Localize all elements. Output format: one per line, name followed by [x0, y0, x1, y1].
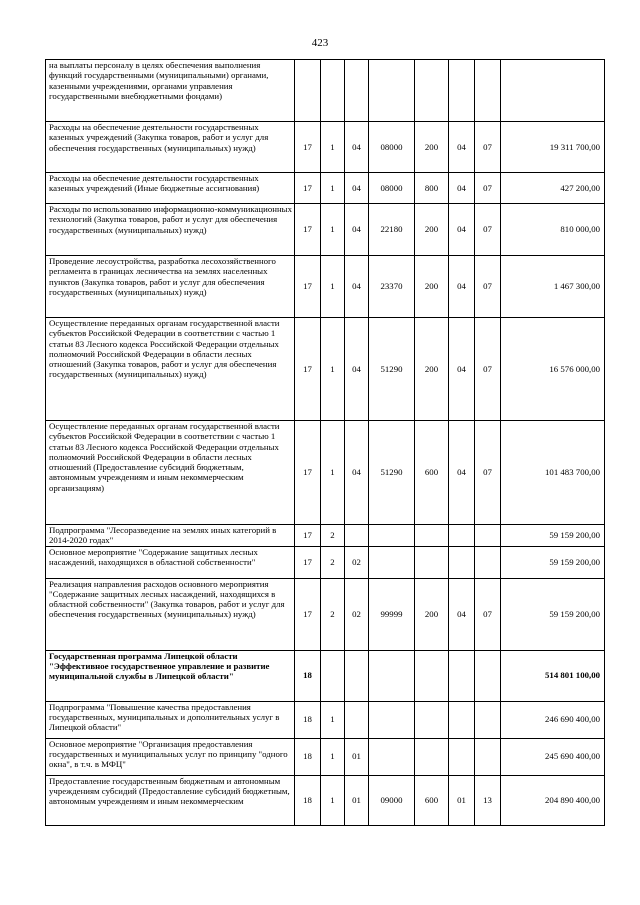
row-code-cell [449, 60, 475, 122]
row-amount-cell: 427 200,00 [501, 173, 605, 204]
row-amount-cell: 59 159 200,00 [501, 578, 605, 650]
row-code-cell: 04 [345, 256, 369, 318]
row-code-cell: 02 [345, 546, 369, 578]
row-code-cell: 200 [415, 256, 449, 318]
row-name-cell: Расходы по использованию информационно-коммуникационных технологий (Закупка товаров, работ и услуг для обеспечения государственных (муниципальных) нужд) [46, 204, 295, 256]
row-name-cell: Основное мероприятие "Содержание защитных лесных насаждений, находящихся в областной собственности" [46, 546, 295, 578]
row-code-cell [475, 738, 501, 775]
row-amount-cell: 514 801 100,00 [501, 650, 605, 701]
row-code-cell: 04 [449, 578, 475, 650]
row-code-cell [369, 650, 415, 701]
row-code-cell [415, 60, 449, 122]
row-code-cell: 04 [449, 318, 475, 421]
row-code-cell [369, 701, 415, 738]
row-code-cell: 1 [321, 318, 345, 421]
row-amount-cell: 59 159 200,00 [501, 546, 605, 578]
row-code-cell: 51290 [369, 318, 415, 421]
row-amount-cell: 16 576 000,00 [501, 318, 605, 421]
row-name-cell: Осуществление переданных органам государственной власти субъектов Российской Федерации в соответствии с частью 1 статьи 83 Лесного кодекса Российской Федерации отдельных полномочий Российской Федерации в области лесных отношений (Предоставление субсидий бюджетным, автономным учреждениям и иным некоммерческим организациям) [46, 421, 295, 525]
row-code-cell: 17 [295, 578, 321, 650]
table-row [46, 60, 605, 122]
row-code-cell: 01 [449, 775, 475, 825]
row-code-cell [449, 738, 475, 775]
row-code-cell [321, 650, 345, 701]
row-name-cell: Основное мероприятие "Организация предоставления государственных и муниципальных услуг по принципу "одного окна", в т.ч. в МФЦ" [46, 738, 295, 775]
row-code-cell: 18 [295, 701, 321, 738]
row-code-cell: 01 [345, 775, 369, 825]
row-name-cell: на выплаты персоналу в целях обеспечения выполнения функций государственными (муниципальными) органами, казенными учреждениями, органами управления государственными внебюджетными фондами) [46, 60, 295, 122]
row-code-cell [449, 650, 475, 701]
row-code-cell: 2 [321, 546, 345, 578]
row-code-cell: 22180 [369, 204, 415, 256]
row-code-cell [415, 738, 449, 775]
row-code-cell: 17 [295, 122, 321, 173]
row-code-cell: 17 [295, 256, 321, 318]
row-code-cell: 04 [449, 173, 475, 204]
table-row [46, 204, 605, 256]
row-code-cell: 13 [475, 775, 501, 825]
row-code-cell: 04 [345, 173, 369, 204]
row-amount-cell: 1 467 300,00 [501, 256, 605, 318]
table-row [46, 701, 605, 738]
row-code-cell [369, 60, 415, 122]
row-code-cell: 1 [321, 256, 345, 318]
row-code-cell: 04 [345, 318, 369, 421]
row-code-cell [475, 60, 501, 122]
row-code-cell [449, 525, 475, 547]
row-code-cell [369, 546, 415, 578]
row-code-cell [345, 60, 369, 122]
table-row [46, 318, 605, 421]
table-row [46, 421, 605, 525]
row-name-cell: Подпрограмма "Повышение качества предоставления государственных, муниципальных и дополнительных услуг в Липецкой области" [46, 701, 295, 738]
row-name-cell: Государственная программа Липецкой области "Эффективное государственное управление и развитие муниципальной службы в Липецкой области" [46, 650, 295, 701]
row-code-cell: 1 [321, 775, 345, 825]
row-code-cell: 200 [415, 204, 449, 256]
row-code-cell: 800 [415, 173, 449, 204]
row-code-cell: 200 [415, 318, 449, 421]
row-name-cell: Подпрограмма "Лесоразведение на землях иных категорий в 2014-2020 годах" [46, 525, 295, 547]
row-amount-cell: 19 311 700,00 [501, 122, 605, 173]
row-code-cell: 1 [321, 122, 345, 173]
table-row [46, 173, 605, 204]
row-code-cell: 18 [295, 775, 321, 825]
row-name-cell: Проведение лесоустройства, разработка лесохозяйственного регламента в границах лесничества на землях населенных пунктов (Закупка товаров, работ и услуг для обеспечения государственных (муниципальных) нужд) [46, 256, 295, 318]
row-code-cell: 23370 [369, 256, 415, 318]
row-code-cell: 07 [475, 256, 501, 318]
row-code-cell: 1 [321, 204, 345, 256]
row-code-cell [369, 525, 415, 547]
row-code-cell: 17 [295, 204, 321, 256]
row-code-cell: 04 [449, 421, 475, 525]
table-row [46, 546, 605, 578]
row-amount-cell: 101 483 700,00 [501, 421, 605, 525]
row-code-cell: 1 [321, 701, 345, 738]
row-name-cell: Осуществление переданных органам государственной власти субъектов Российской Федерации в соответствии с частью 1 статьи 83 Лесного кодекса Российской Федерации отдельных полномочий Российской Федерации в области лесных отношений (Закупка товаров, работ и услуг для обеспечения государственных (муниципальных) нужд) [46, 318, 295, 421]
table-row [46, 525, 605, 547]
table-row [46, 738, 605, 775]
row-code-cell: 09000 [369, 775, 415, 825]
row-code-cell: 200 [415, 578, 449, 650]
row-code-cell: 07 [475, 318, 501, 421]
row-code-cell: 07 [475, 122, 501, 173]
row-code-cell: 600 [415, 775, 449, 825]
row-code-cell [345, 525, 369, 547]
row-code-cell: 17 [295, 421, 321, 525]
row-amount-cell: 204 890 400,00 [501, 775, 605, 825]
table-row [46, 578, 605, 650]
row-code-cell: 08000 [369, 173, 415, 204]
row-code-cell: 99999 [369, 578, 415, 650]
row-amount-cell [501, 60, 605, 122]
row-code-cell [475, 546, 501, 578]
row-amount-cell: 59 159 200,00 [501, 525, 605, 547]
row-code-cell: 04 [449, 256, 475, 318]
budget-table-body [46, 60, 605, 826]
row-amount-cell: 810 000,00 [501, 204, 605, 256]
row-code-cell: 07 [475, 173, 501, 204]
row-code-cell: 07 [475, 421, 501, 525]
row-code-cell [415, 525, 449, 547]
table-row [46, 256, 605, 318]
row-name-cell: Реализация направления расходов основного мероприятия "Содержание защитных лесных насаждений, находящихся в областной собственности" (Закупка товаров, работ и услуг для обеспечения государственных (муниципальных) нужд) [46, 578, 295, 650]
row-name-cell: Предоставление государственным бюджетным и автономным учреждениям субсидий (Предоставление субсидий бюджетным, автономным учреждениям и иным некоммерческим [46, 775, 295, 825]
row-code-cell: 17 [295, 318, 321, 421]
row-name-cell: Расходы на обеспечение деятельности государственных казенных учреждений (Закупка товаров, работ и услуг для обеспечения государственных (муниципальных) нужд) [46, 122, 295, 173]
row-code-cell: 200 [415, 122, 449, 173]
row-code-cell [475, 525, 501, 547]
row-code-cell: 18 [295, 650, 321, 701]
row-code-cell: 18 [295, 738, 321, 775]
row-code-cell [345, 650, 369, 701]
row-code-cell: 04 [449, 122, 475, 173]
row-code-cell: 17 [295, 546, 321, 578]
row-code-cell: 02 [345, 578, 369, 650]
row-code-cell: 04 [345, 204, 369, 256]
row-code-cell: 1 [321, 173, 345, 204]
row-code-cell: 2 [321, 525, 345, 547]
row-code-cell: 07 [475, 578, 501, 650]
row-code-cell: 1 [321, 738, 345, 775]
row-code-cell: 08000 [369, 122, 415, 173]
row-code-cell: 04 [345, 421, 369, 525]
page-number: 423 [311, 37, 329, 49]
row-name-cell: Расходы на обеспечение деятельности государственных казенных учреждений (Иные бюджетные ассигнования) [46, 173, 295, 204]
row-code-cell: 17 [295, 525, 321, 547]
row-code-cell [415, 701, 449, 738]
row-code-cell: 17 [295, 173, 321, 204]
row-code-cell: 1 [321, 421, 345, 525]
row-code-cell [415, 546, 449, 578]
row-code-cell [449, 701, 475, 738]
table-row [46, 122, 605, 173]
row-code-cell: 2 [321, 578, 345, 650]
row-code-cell: 07 [475, 204, 501, 256]
row-code-cell: 04 [449, 204, 475, 256]
row-code-cell [475, 650, 501, 701]
row-code-cell: 04 [345, 122, 369, 173]
row-code-cell: 600 [415, 421, 449, 525]
table-row [46, 775, 605, 825]
row-code-cell [449, 546, 475, 578]
row-code-cell [295, 60, 321, 122]
row-code-cell: 01 [345, 738, 369, 775]
row-code-cell [345, 701, 369, 738]
budget-table [45, 59, 605, 826]
table-row [46, 650, 605, 701]
row-code-cell [475, 701, 501, 738]
row-code-cell: 51290 [369, 421, 415, 525]
row-amount-cell: 246 690 400,00 [501, 701, 605, 738]
row-amount-cell: 245 690 400,00 [501, 738, 605, 775]
row-code-cell [321, 60, 345, 122]
row-code-cell [369, 738, 415, 775]
row-code-cell [415, 650, 449, 701]
